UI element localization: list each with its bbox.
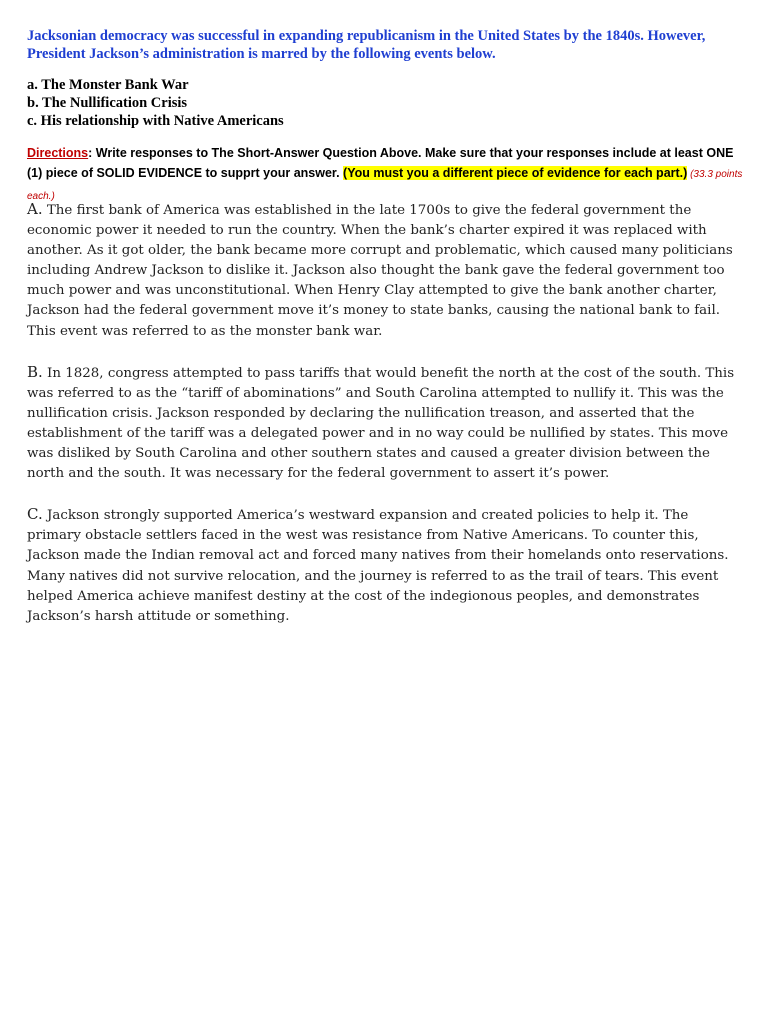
directions-paragraph: [27, 143, 747, 207]
answer-letter: A.: [27, 200, 43, 218]
answer-c: [27, 504, 745, 627]
event-item-c: c. His relationship with Native Americans: [27, 113, 284, 129]
event-item-a: a. The Monster Bank War: [27, 77, 189, 93]
answer-text: Jackson strongly supported America’s westward expansion and created policies to help it. The primary obstacle settlers faced in the west was resistance from Native Americans. To counter this, Jackson made the Indian removal act and forced many natives from their homelands onto reservations. Many natives did not survive relocation, and the journey is referred to as the trail of tears. This event helped America achieve manifest destiny at the cost of the indegionous peoples, and demonstrates Jackson’s harsh attitude or something.: [27, 508, 729, 624]
answer-a: [27, 199, 745, 342]
answer-letter: B.: [27, 362, 43, 381]
directions-text: : Write responses to The Short-Answer Question Above. Make sure that your responses include at least ONE (1) piece of SOLID EVIDENCE to supprt your answer.: [27, 146, 734, 180]
answer-letter: C.: [27, 505, 43, 524]
answers-section: [27, 199, 745, 647]
event-item-b: b. The Nullification Crisis: [27, 95, 188, 111]
answer-b: [27, 362, 745, 485]
answer-text: In 1828, congress attempted to pass tariffs that would benefit the north at the cost of the south. This was referred to as the “tariff of abominations” and South Carolina attempted to nullify it. This was the nullification crisis. Jackson responded by declaring the nullification treason, and asserted that the establishment of the tariff was a delegated power and in no way could be nullified by states. This move was disliked by South Carolina and other southern states and caused a greater division between the north and the south. It was necessary for the federal government to assert it’s power.: [27, 365, 735, 482]
prompt-line-2: President Jackson’s administration is marred by the following events below.: [27, 46, 496, 62]
prompt-line-1: Jacksonian democracy was successful in expanding republicanism in the United States by the 1840s. However,: [27, 28, 706, 44]
answer-text: The first bank of America was established in the late 1700s to give the federal government the economic power it needed to run the country. When the bank’s charter expired it was replaced with another. As it got older, the bank became more corrupt and problematic, which caused many politicians including Andrew Jackson to dislike it. Jackson also thought the bank gave the federal government too much power and was unconstitutional. When Henry Clay attempted to give the bank another charter, Jackson had the federal government move it’s money to state banks, causing the national bank to fail. This event was referred to as the monster bank war.: [27, 203, 733, 339]
points-note: (33.3 points each.): [27, 169, 743, 202]
question-prompt: [27, 27, 742, 63]
event-list: [27, 76, 742, 130]
directions-label: Directions: [27, 146, 89, 160]
evidence-highlight: (You must you a different piece of evidence for each part.): [343, 166, 688, 180]
